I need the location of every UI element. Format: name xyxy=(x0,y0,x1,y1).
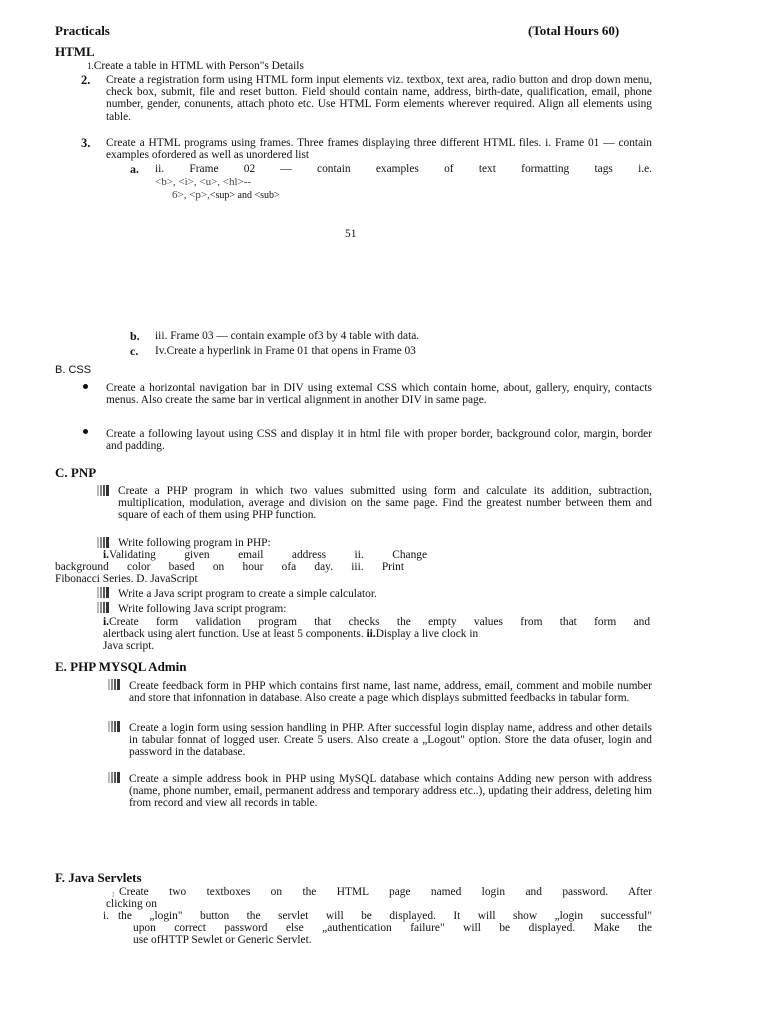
list-item-3: Create a HTML programs using frames. Three frames displaying three different HTML files. i. Frame 01 — contain examples ofordered as well as unordered list xyxy=(106,137,652,162)
mysql-item-2: Create a login form using session handling in PHP. After successful login display name, address and other details in tabular fonnat of logged user. Create 5 users. Also create a „Logout" option. Store the data ofuser, login and password in the database. xyxy=(129,722,652,759)
code-text: <sup> and <sub> xyxy=(209,190,280,201)
js-line-3: Java script. xyxy=(103,640,155,652)
section-heading-mysql: E. PHP MYSQL Admin xyxy=(55,659,187,674)
list-item-2: Create a registration form using HTML form input elements viz. textbox, text area, radio button and drop down menu, check box, submit, file and reset button. Field should contain name, address, birth-date, qualification, email, phone number, gender, conunents, attach photo etc. Use HTML Form elements wherever required. Align all elements using table. xyxy=(106,74,652,123)
bullet-icon xyxy=(83,384,88,389)
php-line-b: background color based on hour ofa day. iii. Print xyxy=(55,561,404,573)
js-line-2-text: alertback using alert function. Use at least 5 components. xyxy=(103,628,364,640)
js-line-1-text: Create form validation program that checks the empty values from that form and xyxy=(109,616,651,628)
servlet-line-1: Create two textboxes on the HTML page named login and password. After xyxy=(119,886,652,898)
sub-item-a-line1: ii. Frame 02 — contain examples of text formatting tags i.e. xyxy=(155,163,652,175)
item-number: 1. xyxy=(87,61,94,71)
servlet-line-4: upon correct password else „authentication failure" will be displayed. Make the xyxy=(133,922,652,934)
item-number: i. xyxy=(103,616,110,628)
php-line-a-text: Validating given email address ii. Change xyxy=(109,549,428,561)
bullet-icon xyxy=(83,429,88,434)
css-item-1: Create a horizontal navigation bar in DIV using extemal CSS which contain home, about, gallery, enquiry, contacts menus. Also create the same bar in vertical alignment in another DIV in same page. xyxy=(106,382,652,407)
js-line-1 xyxy=(103,616,652,628)
sub-item-label: b. xyxy=(130,329,140,343)
square-bullet-icon xyxy=(97,537,109,548)
page-title: Practicals xyxy=(55,23,110,38)
code-text: 6>, <p>, xyxy=(172,189,210,201)
js-item-1: Write a Java script program to create a simple calculator. xyxy=(118,588,377,600)
square-bullet-icon xyxy=(108,679,120,690)
square-bullet-icon xyxy=(97,602,109,613)
item-text: Create a table in HTML with Person"s Details xyxy=(93,60,304,72)
sub-item-a-line3 xyxy=(172,189,280,202)
item-number: 3. xyxy=(81,136,91,150)
section-heading-css: B. CSS xyxy=(55,364,92,376)
sub-item-label: c. xyxy=(130,344,139,358)
mysql-item-3: Create a simple address book in PHP using MySQL database which contains Adding new person with address (name, phone number, email, permanent address and temporary address etc..), updating their address, deleting him from record and view all records in table. xyxy=(129,773,652,810)
square-bullet-icon xyxy=(108,721,120,732)
square-bullet-icon xyxy=(97,485,109,496)
sub-item-b: iii. Frame 03 — contain example of3 by 4 table with data. xyxy=(155,330,420,342)
js-item-2: Write following Java script program: xyxy=(118,603,287,615)
list-item-1 xyxy=(87,60,304,72)
php-line-a xyxy=(103,549,430,561)
total-hours: (Total Hours 60) xyxy=(528,23,620,38)
section-heading-php: C. PNP xyxy=(55,465,97,480)
js-line-2b-text: Display a live clock in xyxy=(375,628,479,640)
section-heading-html: HTML xyxy=(55,44,95,59)
servlet-line-2: clicking on xyxy=(106,898,157,910)
sub-item-c: Iv.Create a hyperlink in Frame 01 that opens in Frame 03 xyxy=(155,345,416,357)
php-line-c: Fibonacci Series. D. JavaScript xyxy=(55,573,198,585)
servlet-line-5: use ofHTTP Sewlet or Generic Servlet. xyxy=(133,934,312,946)
page-number: 51 xyxy=(345,228,357,240)
item-number: i. xyxy=(103,910,110,922)
square-bullet-icon xyxy=(108,772,120,783)
mysql-item-1: Create feedback form in PHP which contains first name, last name, address, email, comment and mobile number and store that infonnation in database. Also create a page which displays submitted feedbacks in tabular form. xyxy=(129,680,652,705)
item-number: ii. xyxy=(366,628,376,640)
servlet-line-3: the „login" button the servlet will be displayed. It will show „login successful" xyxy=(118,910,652,922)
php-item-2: Write following program in PHP: xyxy=(118,537,271,549)
item-number: i. xyxy=(103,549,110,561)
square-bullet-icon xyxy=(97,587,109,598)
item-number: 2. xyxy=(81,73,91,87)
section-heading-servlets: F. Java Servlets xyxy=(55,870,142,885)
item-number: I xyxy=(112,891,115,899)
css-item-2: Create a following layout using CSS and display it in html file with proper border, background color, margin, border and padding. xyxy=(106,428,652,453)
php-item-1: Create a PHP program in which two values submitted using form and calculate its addition, subtraction, multiplication, modulation, average and division on the same page. Find the greatest number between them and square of each of them using PHP function. xyxy=(118,485,652,522)
js-line-2 xyxy=(103,628,652,640)
sub-item-label: a. xyxy=(130,162,139,176)
sub-item-a-line2: <b>, <i>, <u>, <hl>-- xyxy=(155,176,252,188)
